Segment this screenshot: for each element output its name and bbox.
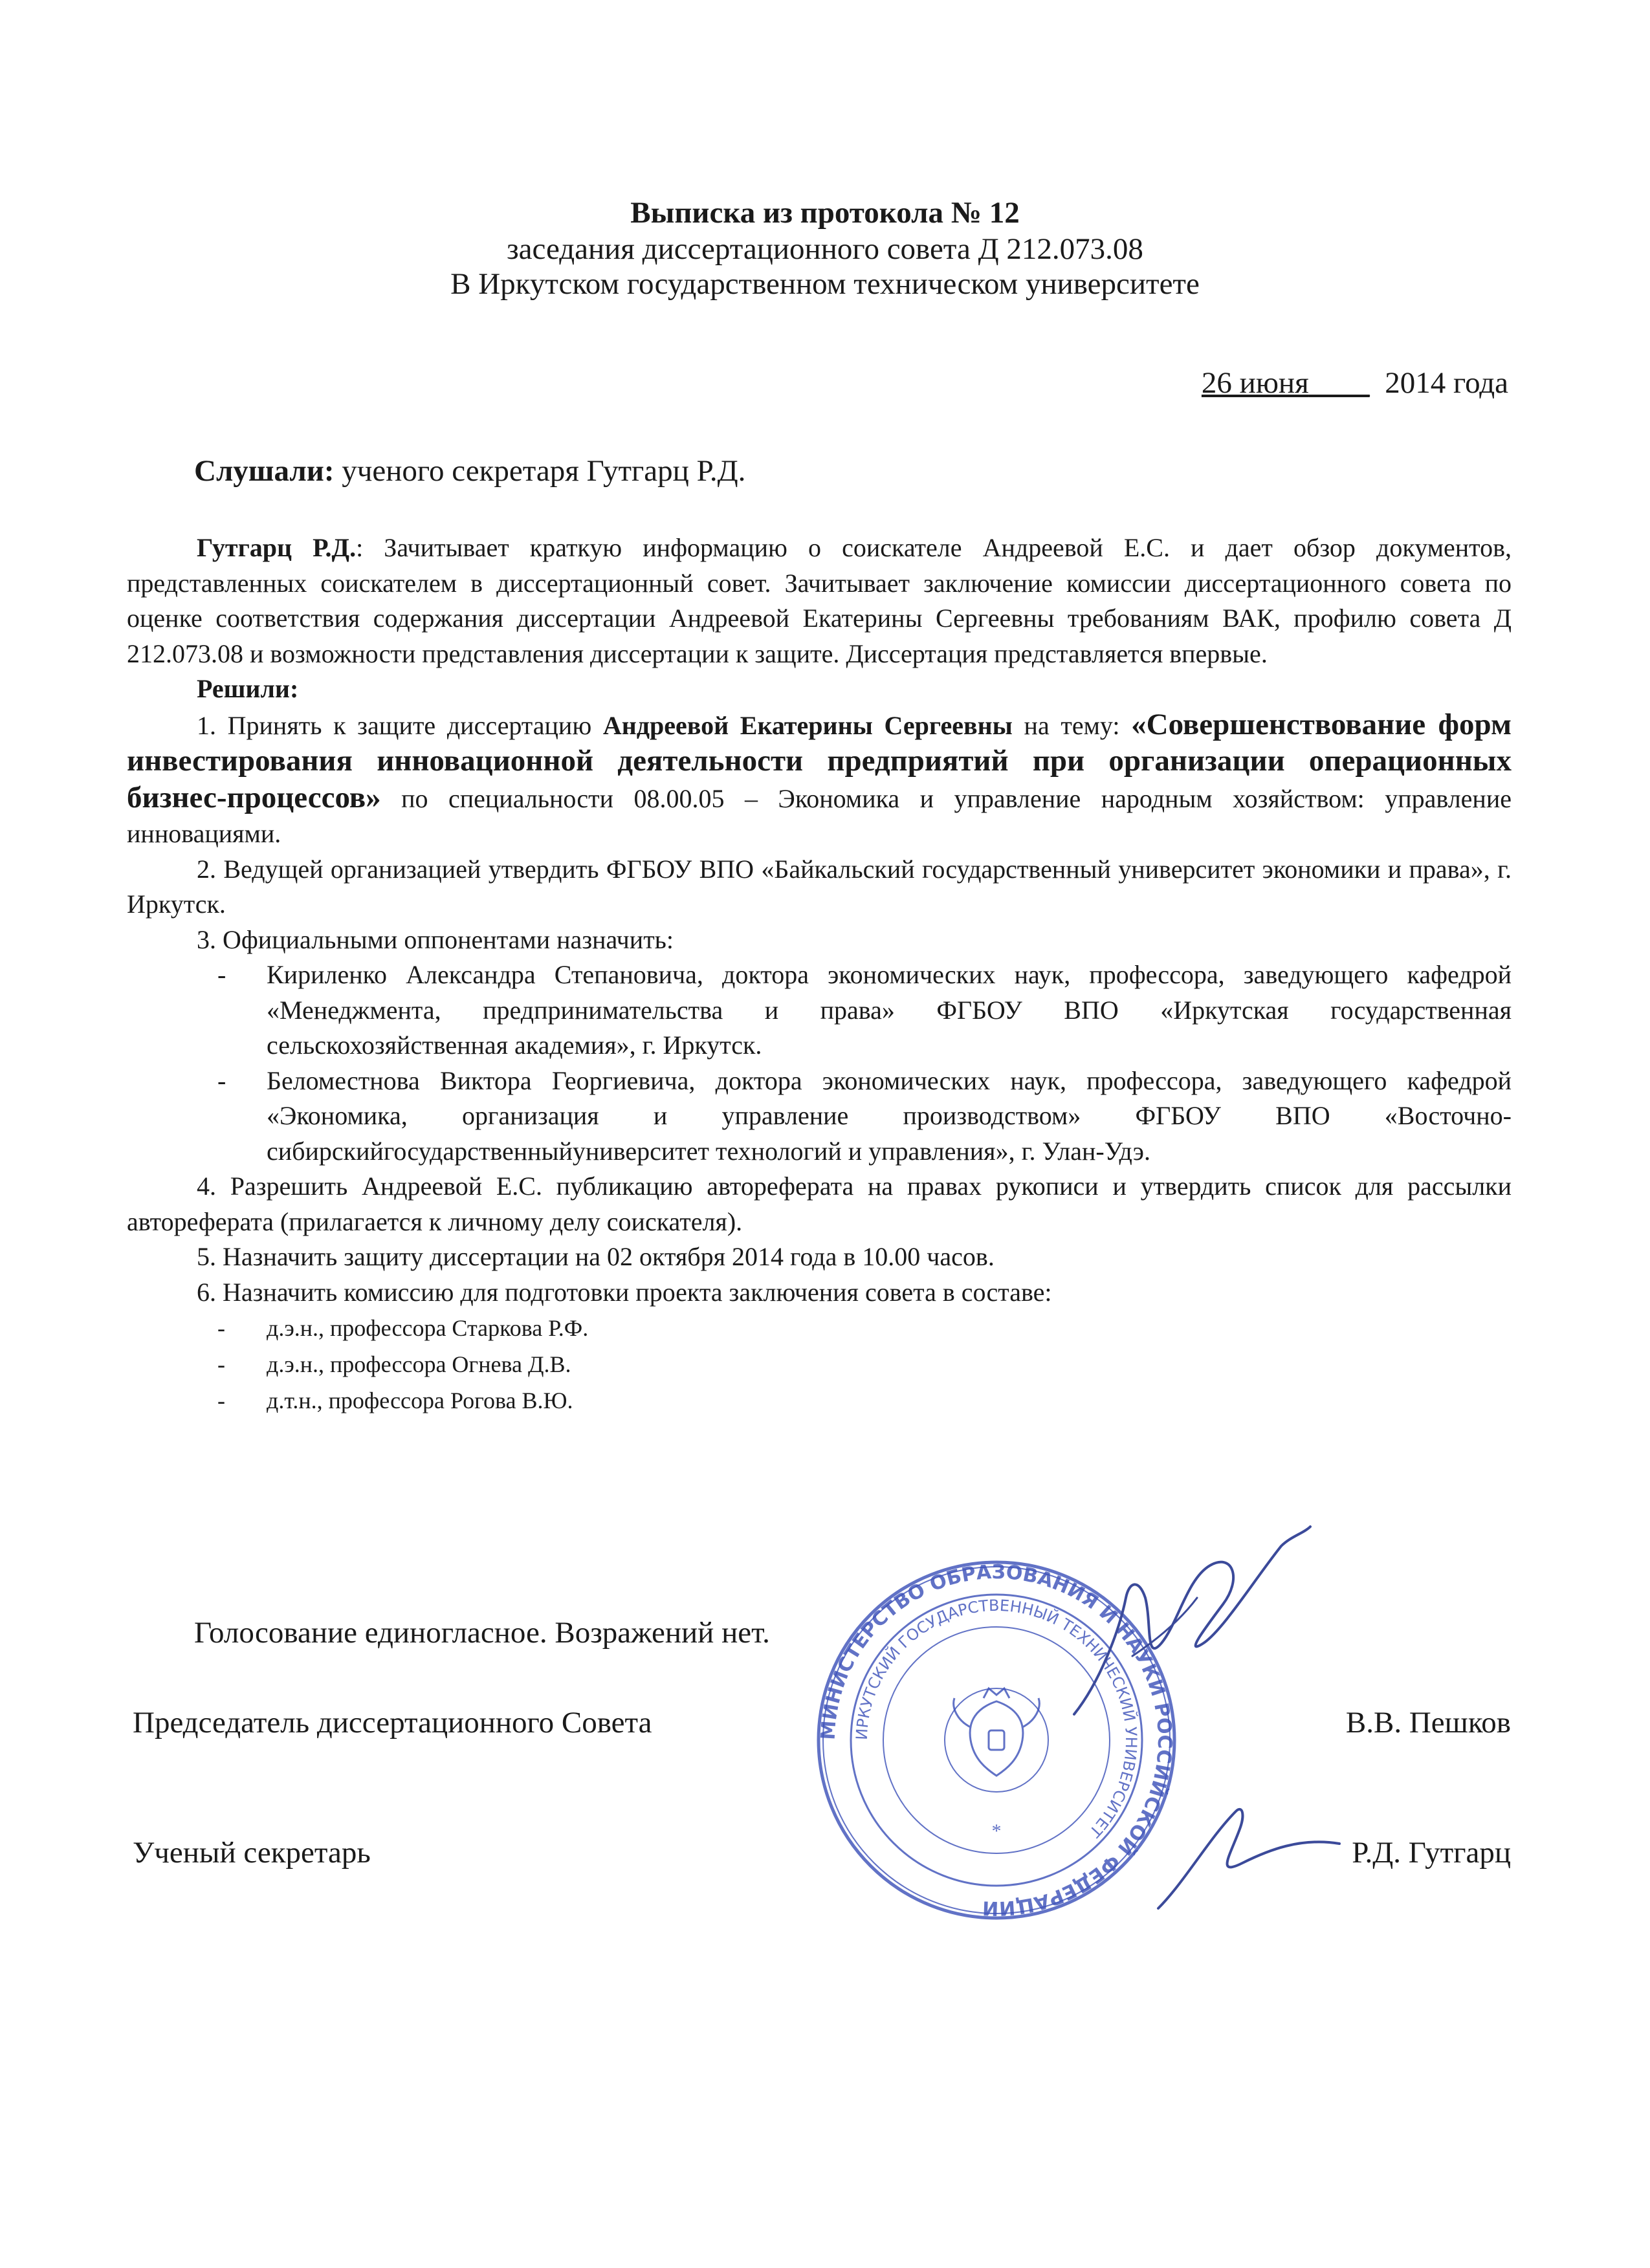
- date-underline: ____: [1308, 366, 1370, 400]
- candidate-name: Андреевой Екатерины Сергеевны: [602, 710, 1013, 740]
- secretary-role: Ученый секретарь: [133, 1836, 371, 1870]
- resolution-item-2: 2. Ведущей организацией утвердить ФГБОУ ВПО «Байкальский государственный университет экономики и права», г. Иркутск.: [127, 854, 1512, 919]
- document-title: Выписка из протокола № 12: [630, 196, 1020, 230]
- dissertation-topic: «Совершенствование форм инвестирования инновационной деятельности предприятий при организации операционных бизнес-процессов»: [127, 707, 1512, 814]
- header: [0, 194, 1650, 301]
- resolved-label: Решили:: [197, 674, 299, 703]
- heard-label: Слушали:: [194, 454, 335, 488]
- list-dash: -: [217, 960, 226, 989]
- secretary-name: Р.Д. Гутгарц: [1352, 1836, 1511, 1870]
- report-paragraph: [127, 530, 1512, 671]
- heard-text: ученого секретаря Гутгарц Р.Д.: [334, 454, 746, 488]
- item1-suffix: по специальности 08.00.05 – Экономика и управление народным хозяйством: управление инновациями.: [127, 783, 1512, 848]
- report-speaker: Гутгарц Р.Д.: [197, 533, 357, 562]
- resolution-item-5: 5. Назначить защиту диссертации на 02 октября 2014 года в 10.00 часов.: [197, 1242, 995, 1271]
- chair-handwritten-signature: [1048, 1520, 1320, 1727]
- item1-prefix: 1. Принять к защите диссертацию: [197, 710, 603, 740]
- commission-member-text: д.э.н., профессора Огнева Д.В.: [267, 1351, 571, 1377]
- opponent-text: Кириленко Александра Степановича, доктора экономических наук, профессора, заведующего кафедрой «Менеджмента, предпринимательства и права» ФГБОУ ВПО «Иркутская государственная сельскохозяйственная академия», г. Иркутск.: [267, 960, 1512, 1060]
- report-text: : Зачитывает краткую информацию о соискателе Андреевой Е.С. и дает обзор документов, представленных соискателем в диссертационный совет. Зачитывает заключение комиссии диссертационного совета по оценке соответствия содержания диссертации Андреевой Екатерины Сергеевны требованиям ВАК, профилю совета Д 212.073.08 и возможности представления диссертации к защите. Диссертация представляется впервые.: [127, 533, 1512, 668]
- opponent-item: [127, 957, 1512, 1063]
- chair-name: В.В. Пешков: [1345, 1706, 1511, 1739]
- resolution-item-6: 6. Назначить комиссию для подготовки проекта заключения совета в составе:: [197, 1277, 1052, 1307]
- secretary-handwritten-signature: [1145, 1785, 1352, 1915]
- commission-member-text: д.э.н., профессора Старкова Р.Ф.: [267, 1315, 589, 1341]
- opponent-item: [127, 1063, 1512, 1170]
- university-line: В Иркутском государственном техническом университете: [450, 267, 1200, 301]
- commission-member: [127, 1346, 1512, 1382]
- list-dash: -: [217, 1388, 225, 1413]
- list-dash: -: [217, 1351, 225, 1377]
- commission-member: [127, 1310, 1512, 1346]
- commission-member: [127, 1382, 1512, 1419]
- resolution-item-3: 3. Официальными оппонентами назначить:: [197, 924, 674, 954]
- seal-star-icon: *: [991, 1820, 1002, 1842]
- seal-inner-text: ИРКУТСКИЙ ГОСУДАРСТВЕННЫЙ ТЕХНИЧЕСКИЙ УНИВЕРСИТЕТ: [852, 1596, 1141, 1841]
- protocol-body: [127, 530, 1512, 1419]
- list-dash: -: [217, 1315, 225, 1341]
- meeting-date: [1202, 365, 1508, 400]
- date-day-month: 26 июня: [1201, 366, 1309, 400]
- item1-mid: на тему:: [1012, 710, 1132, 740]
- resolution-item-4: 4. Разрешить Андреевой Е.С. публикацию автореферата на правах рукописи и утвердить список для рассылки автореферата (прилагается к личному делу соискателя).: [127, 1172, 1512, 1236]
- commission-member-text: д.т.н., профессора Рогова В.Ю.: [267, 1388, 573, 1413]
- vote-result: Голосование единогласное. Возражений нет.: [194, 1616, 770, 1650]
- resolution-item-1: [127, 707, 1512, 852]
- date-year: 2014 года: [1385, 366, 1508, 400]
- council-line: заседания диссертационного совета Д 212.073.08: [507, 232, 1143, 266]
- opponent-text: Беломестнова Виктора Георгиевича, доктора экономических наук, профессора, заведующего кафедрой «Экономика, организация и управление производством» ФГБОУ ВПО «Восточно-сибирскийгосударственныйуниверситет технологий и управления», г. Улан-Удэ.: [267, 1065, 1512, 1166]
- heard-section: [194, 453, 745, 489]
- list-dash: -: [217, 1065, 226, 1095]
- chair-role: Председатель диссертационного Совета: [133, 1706, 652, 1739]
- seal-outer-text: МИНИСТЕРСТВО ОБРАЗОВАНИЯ И НАУКИ РОССИЙСКОЙ ФЕДЕРАЦИИ: [817, 1560, 1176, 1920]
- eagle-emblem-icon: [954, 1688, 1040, 1776]
